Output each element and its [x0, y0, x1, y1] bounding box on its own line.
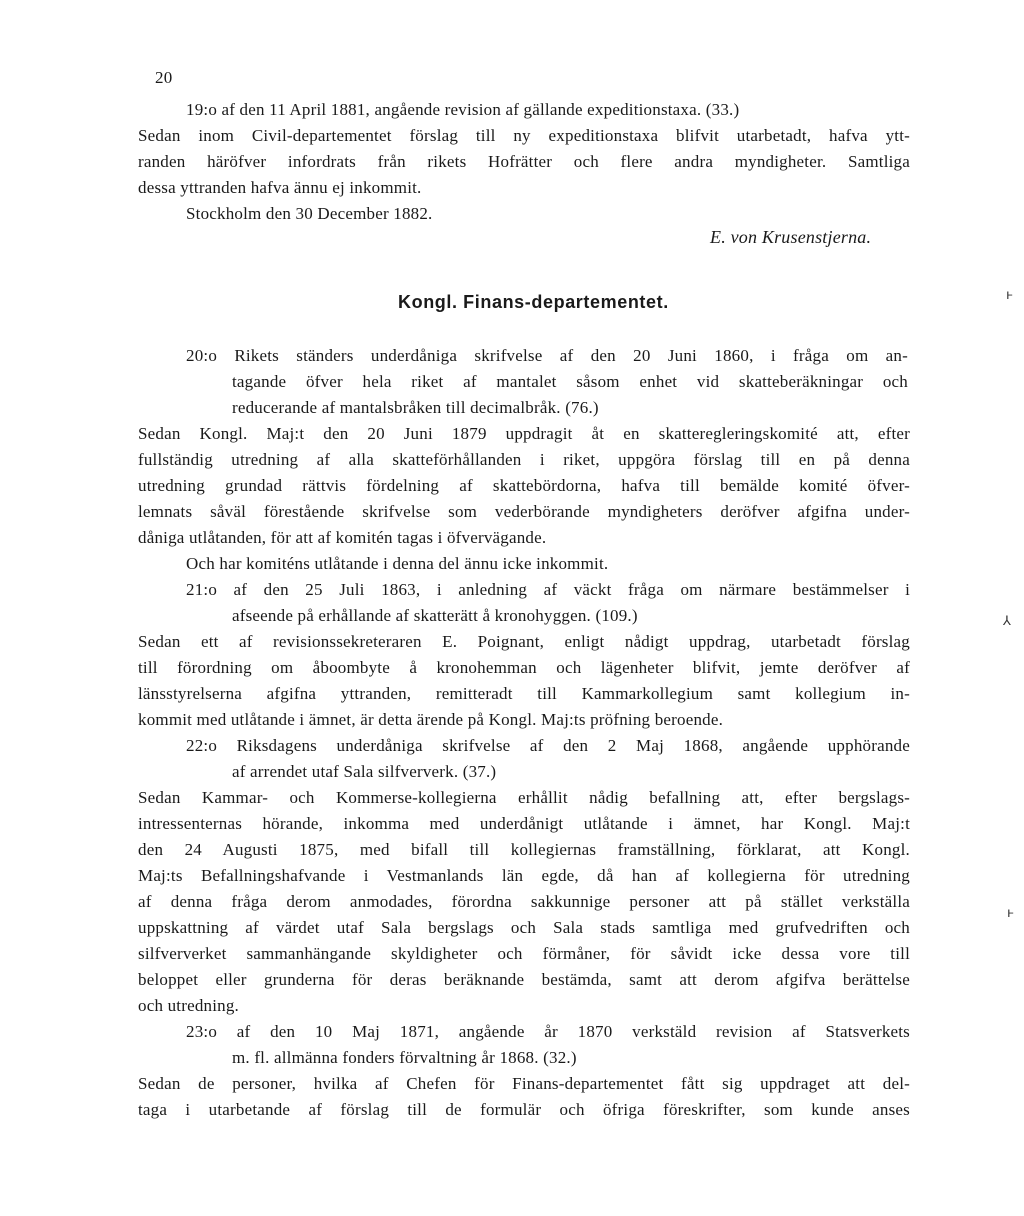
text-line: uppskattning af värdet utaf Sala bergslags och Sala stads samtliga med grufvedriften och — [138, 918, 910, 937]
text-line: randen häröfver infordrats från rikets Hofrätter och flere andra myndigheter. Samtliga — [138, 152, 910, 171]
dateline: Stockholm den 30 December 1882. — [186, 204, 433, 223]
text-line: m. fl. allmänna fonders förvaltning år 1868. (32.) — [232, 1048, 577, 1067]
text-line: af denna fråga derom anmodades, förordna sakkunnige personer att på stället verkställa — [138, 892, 910, 911]
text-line: reducerande af mantalsbråken till decimalbråk. (76.) — [232, 398, 599, 417]
text-line: fullständig utredning af alla skatteförhållanden i riket, uppgöra förslag till en på denna — [138, 450, 910, 469]
text-line: silfververket sammanhängande skyldigheter och förmåner, för såvidt icke dessa vore till — [138, 944, 910, 963]
text-line: tagande öfver hela riket af mantalet såsom enhet vid skatteberäkningar och — [232, 372, 908, 391]
text-line: 22:o Riksdagens underdåniga skrifvelse af den 2 Maj 1868, angående upphörande — [186, 736, 910, 755]
section-heading: Kongl. Finans-departementet. — [398, 292, 669, 312]
text-line: 20:o Rikets ständers underdåniga skrifvelse af den 20 Juni 1860, i fråga om an- — [186, 346, 908, 365]
text-line: kommit med utlåtande i ämnet, är detta ärende på Kongl. Maj:ts pröfning beroende. — [138, 710, 724, 729]
page-number: 20 — [155, 68, 173, 87]
text-line: 21:o af den 25 Juli 1863, i anledning af väckt fråga om närmare bestämmelser i — [186, 580, 910, 599]
text-line: dåniga utlåtanden, för att af komitén tagas i öfvervägande. — [138, 528, 547, 547]
margin-mark: ⱶ — [1007, 906, 1015, 921]
text-line: den 24 Augusti 1875, med bifall till kollegiernas framställning, förklarat, att Kongl. — [138, 840, 910, 859]
text-line: Sedan inom Civil-departementet förslag till ny expeditionstaxa blifvit utarbetadt, hafva ytt- — [138, 126, 910, 145]
text-line: intressenternas hörande, inkomma med underdånigt utlåtande i ämnet, har Kongl. Maj:t — [138, 814, 910, 833]
text-line: länsstyrelserna afgifna yttranden, remitteradt till Kammarkollegium samt kollegium in- — [138, 684, 910, 703]
text-line: lemnats såväl förestående skrifvelse som vederbörande myndigheters deröfver afgifna under- — [138, 502, 910, 521]
text-line: dessa yttranden hafva ännu ej inkommit. — [138, 178, 422, 197]
text-line: Sedan Kammar- och Kommerse-kollegierna erhållit nådig befallning att, efter bergslags- — [138, 788, 910, 807]
text-line: 23:o af den 10 Maj 1871, angående år 1870 verkstäld revision af Statsverkets — [186, 1022, 910, 1041]
text-line: taga i utarbetande af förslag till de formulär och öfriga föreskrifter, som kunde anses — [138, 1100, 910, 1119]
text-line: Sedan de personer, hvilka af Chefen för Finans-departementet fått sig uppdraget att del- — [138, 1074, 910, 1093]
text-line: Sedan ett af revisionssekreteraren E. Poignant, enligt nådigt uppdrag, utarbetadt förslag — [138, 632, 910, 651]
text-line: Och har komiténs utlåtande i denna del ännu icke inkommit. — [186, 554, 609, 573]
text-line: 19:o af den 11 April 1881, angående revision af gällande expeditionstaxa. (33.) — [186, 100, 740, 119]
margin-mark: ⅄ — [1003, 614, 1011, 629]
text-line: till förordning om åboombyte å kronohemman och lägenheter blifvit, jemte deröfver af — [138, 658, 910, 677]
text-line: af arrendet utaf Sala silfververk. (37.) — [232, 762, 497, 781]
text-line: utredning grundad rättvis fördelning af skattebördorna, hafva till bemälde komité öfver- — [138, 476, 910, 495]
signature: E. von Krusenstjerna. — [710, 227, 872, 247]
margin-mark: ⱶ — [1006, 288, 1014, 303]
text-line: beloppet eller grunderna för deras beräknande bestämda, samt att derom afgifva berättelse — [138, 970, 910, 989]
text-line: och utredning. — [138, 996, 239, 1015]
text-line: Maj:ts Befallningshafvande i Vestmanlands län egde, då han af kollegierna för utredning — [138, 866, 910, 885]
text-line: afseende på erhållande af skatterätt å kronohyggen. (109.) — [232, 606, 638, 625]
text-line: Sedan Kongl. Maj:t den 20 Juni 1879 uppdragit åt en skatteregleringskomité att, efter — [138, 424, 910, 443]
